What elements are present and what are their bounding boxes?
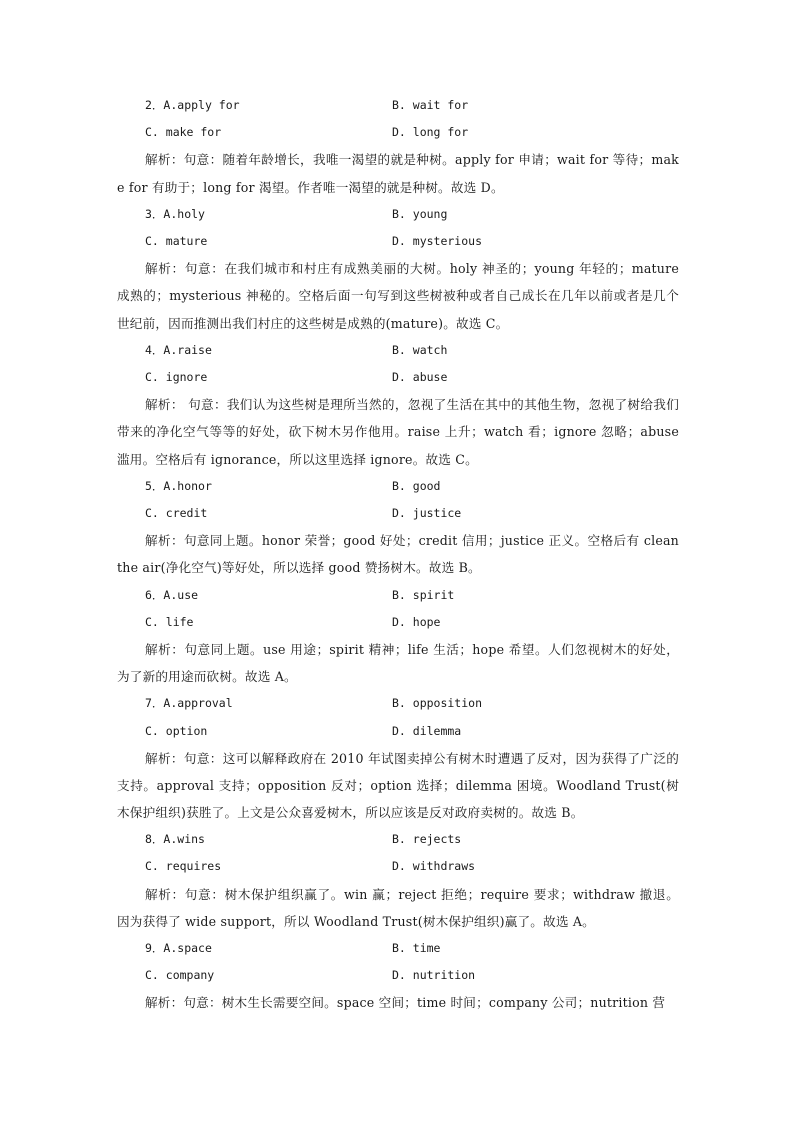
question-3: [117, 201, 679, 337]
option-b: B. time: [392, 941, 441, 956]
option-a: 5．A.honor: [145, 478, 212, 493]
options-row: [117, 473, 679, 500]
option-a: 3．A.holy: [145, 206, 205, 221]
options-row: [117, 718, 679, 745]
options-row: [117, 228, 679, 255]
options-row: [117, 826, 679, 853]
options-row: [117, 935, 679, 962]
explanation: 解析： 句意：我们认为这些树是理所当然的，忽视了生活在其中的其他生物，忽视了树给我们带来的净化空气等等的好处，砍下树木另作他用。raise 上升；watch 看；ignore 忽略；abuse 滥用。空格后有 ignorance，所以这里选择 ignore。故选 C。: [117, 397, 679, 467]
option-c: C. credit: [145, 505, 208, 520]
option-c: C. make for: [145, 125, 222, 140]
question-5: [117, 473, 679, 582]
option-d: D. justice: [392, 505, 462, 520]
question-6: [117, 582, 679, 691]
option-d: D. nutrition: [392, 968, 476, 983]
option-c: C. life: [145, 614, 194, 629]
options-row: [117, 690, 679, 717]
options-row: [117, 119, 679, 146]
option-d: D. hope: [392, 614, 441, 629]
explanation: 解析：句意：这可以解释政府在 2010 年试图卖掉公有树木时遭遇了反对，因为获得了广泛的支持。approval 支持；opposition 反对；option 选择；dilemma 困境。Woodland Trust(树木保护组织)获胜了。上文是公众喜爱树木，所以应该是反对政府卖树的。故选 B。: [117, 750, 679, 821]
option-a: 7．A.approval: [145, 696, 233, 711]
options-row: [117, 500, 679, 527]
answer-explanations: [117, 92, 679, 1017]
option-d: D. withdraws: [392, 859, 476, 874]
option-d: D. long for: [392, 125, 469, 140]
option-d: D. abuse: [392, 369, 448, 384]
explanation: 解析：句意同上题。use 用途；spirit 精神；life 生活；hope 希望。人们忽视树木的好处，为了新的用途而砍树。故选 A。: [117, 641, 679, 685]
question-8: [117, 826, 679, 935]
question-7: [117, 690, 679, 826]
option-a: 6．A.use: [145, 587, 199, 602]
options-row: [117, 582, 679, 609]
option-b: B. good: [392, 478, 441, 493]
question-2: [117, 92, 679, 201]
question-4: [117, 337, 679, 473]
explanation: 解析：句意：树木生长需要空间。space 空间；time 时间；company 公司；nutrition 营: [145, 995, 666, 1011]
option-c: C. mature: [145, 233, 208, 248]
options-row: [117, 853, 679, 880]
option-a: 2．A.apply for: [145, 98, 240, 112]
options-row: [117, 364, 679, 391]
option-b: B. rejects: [392, 832, 462, 847]
explanation: 解析：句意：树木保护组织赢了。win 赢；reject 拒绝；require 要求；withdraw 撤退。因为获得了 wide support，所以 Woodland Trust(树木保护组织)赢了。故选 A。: [117, 886, 679, 929]
options-row: [117, 962, 679, 989]
option-c: C. requires: [145, 859, 222, 874]
option-d: D. mysterious: [392, 233, 483, 248]
option-b: B. wait for: [392, 98, 469, 112]
option-b: B. watch: [392, 342, 448, 357]
options-row: [117, 337, 679, 364]
option-b: B. spirit: [392, 587, 455, 602]
question-9: [117, 935, 679, 1017]
option-c: C. ignore: [145, 369, 208, 384]
option-a: 4．A.raise: [145, 342, 212, 357]
option-c: C. option: [145, 723, 208, 738]
option-a: 9．A.space: [145, 941, 212, 956]
option-d: D. dilemma: [392, 723, 462, 738]
option-b: B. opposition: [392, 696, 483, 711]
explanation: 解析：句意同上题。honor 荣誉；good 好处；credit 信用；justice 正义。空格后有 clean the air(净化空气)等好处，所以选择 good 赞扬树木。故选 B。: [117, 533, 679, 576]
options-row: [117, 92, 679, 119]
option-b: B. young: [392, 206, 448, 221]
option-a: 8．A.wins: [145, 832, 205, 847]
options-row: [117, 201, 679, 228]
explanation: 解析：句意：随着年龄增长，我唯一渴望的就是种树。apply for 申请；wait for 等待；make for 有助于；long for 渴望。作者唯一渴望的就是种树。故选 D。: [117, 152, 679, 195]
options-row: [117, 609, 679, 636]
option-c: C. company: [145, 968, 215, 983]
explanation: 解析：句意：在我们城市和村庄有成熟美丽的大树。holy 神圣的；young 年轻的；mature 成熟的；mysterious 神秘的。空格后面一句写到这些树被种或者自己成长在几年以前或者是几个世纪前，因而推测出我们村庄的这些树是成熟的(mature)。故选 C。: [117, 261, 679, 331]
